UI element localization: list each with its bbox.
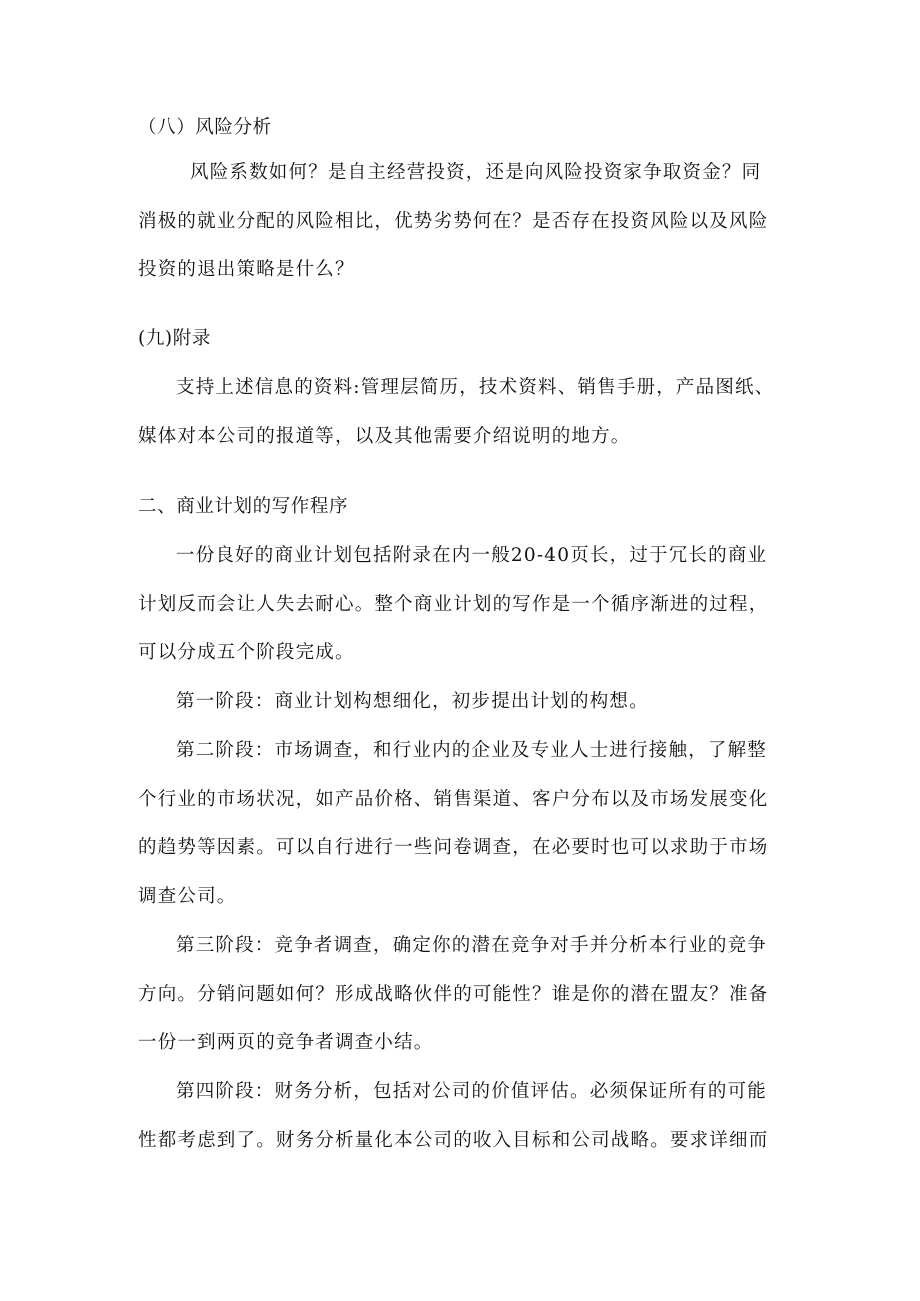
- section-8-heading: （八）风险分析: [138, 117, 272, 138]
- stage-2-line-2: 个行业的市场状况，如产品价格、销售渠道、客户分布以及市场发展变化: [138, 789, 769, 810]
- stage-3-line-3: 一份一到两页的竞争者调查小结。: [138, 1032, 434, 1053]
- part-2-intro-line-1: 一份良好的商业计划包括附录在内一般20-40页长，过于冗长的商业: [176, 545, 768, 566]
- stage-4-line-1: 第四阶段：财务分析，包括对公司的价值评估。必须保证所有的可能: [176, 1081, 768, 1102]
- part-2-intro-line-2: 计划反而会让人失去耐心。整个商业计划的写作是一个循序渐进的过程，: [138, 594, 769, 615]
- section-8-para-line-1: 风险系数如何？是自主经营投资，还是向风险投资家争取资金？同: [190, 162, 762, 183]
- section-9-para-line-1: 支持上述信息的资料:管理层简历，技术资料、销售手册，产品图纸、: [176, 377, 775, 398]
- stage-2-line-4: 调查公司。: [138, 886, 237, 907]
- section-9-para-line-2: 媒体对本公司的报道等，以及其他需要介绍说明的地方。: [138, 426, 631, 447]
- part-2-intro-line-3: 可以分成五个阶段完成。: [138, 642, 355, 663]
- stage-4-line-2: 性都考虑到了。财务分析量化本公司的收入目标和公司战略。要求详细而: [138, 1130, 769, 1151]
- section-8-para-line-3: 投资的退出策略是什么？: [138, 259, 355, 280]
- stage-2-line-3: 的趋势等因素。可以自行进行一些问卷调查，在必要时也可以求助于市场: [138, 837, 769, 858]
- part-2-heading: 二、商业计划的写作程序: [138, 496, 349, 517]
- stage-1-line-1: 第一阶段：商业计划构想细化，初步提出计划的构想。: [176, 691, 649, 712]
- section-9-heading: (九)附录: [138, 328, 211, 349]
- stage-3-line-1: 第三阶段：竞争者调查，确定你的潜在竞争对手并分析本行业的竞争: [176, 935, 768, 956]
- section-8-para-line-2: 消极的就业分配的风险相比，优势劣势何在？是否存在投资风险以及风险: [138, 211, 769, 232]
- stage-3-line-2: 方向。分销问题如何？形成战略伙伴的可能性？谁是你的潜在盟友？准备: [138, 984, 769, 1005]
- stage-2-line-1: 第二阶段：市场调查，和行业内的企业及专业人士进行接触，了解整: [176, 740, 768, 761]
